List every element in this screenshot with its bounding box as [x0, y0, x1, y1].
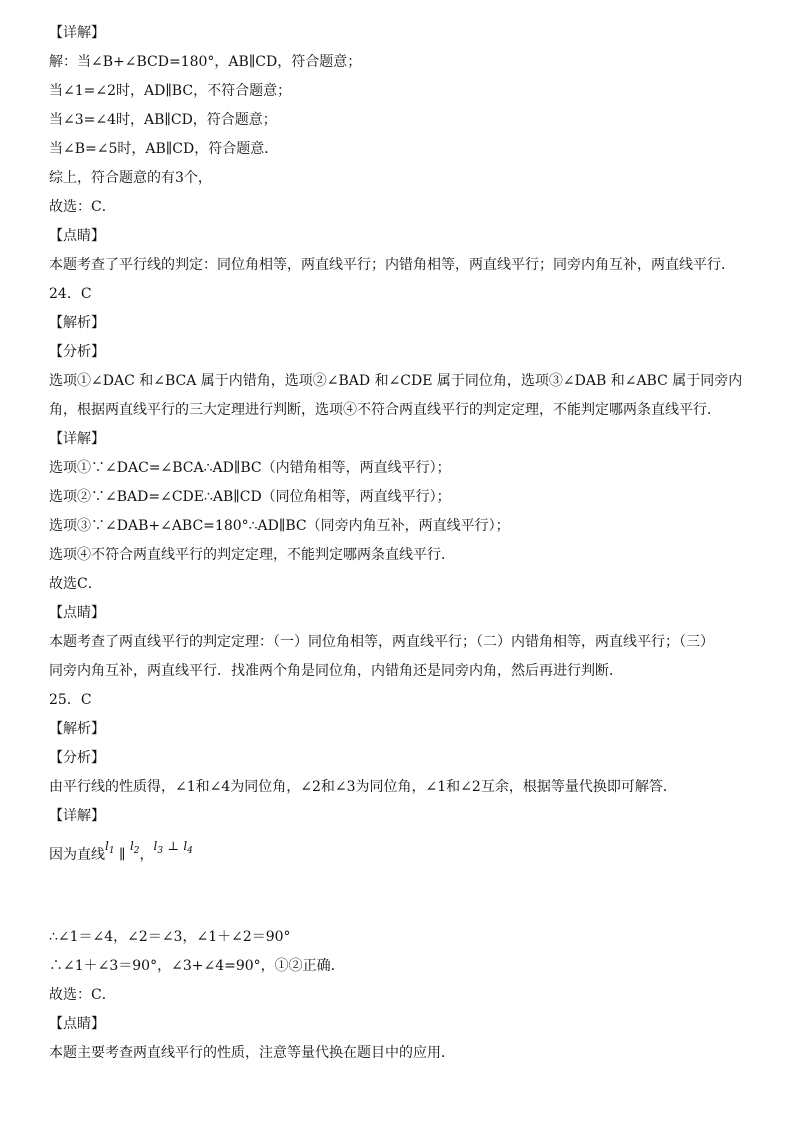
because-line — [49, 839, 760, 869]
line-l2: $l_2$ — [129, 839, 140, 856]
heading-comment: 【点睛】 — [49, 228, 105, 244]
comma: ， — [139, 847, 154, 863]
comment-text: 本题主要考查两直线平行的性质，注意等量代换在题目中的应用． — [49, 1045, 455, 1061]
heading-fenxi: 【分析】 — [49, 750, 105, 766]
text-line: ∴∠1＋∠3＝90°，∠3+∠4=90°，①②正确． — [49, 958, 345, 974]
text-line: 当∠3=∠4时，AB∥CD，符合题意； — [49, 112, 277, 128]
line-l4: $l_4$ — [183, 839, 193, 856]
text-line: 综上，符合题意的有3个， — [49, 170, 212, 186]
heading-analysis: 【解析】 — [49, 721, 105, 737]
line-l1: $l_1$ — [105, 839, 115, 856]
text-line: 选项④不符合两直线平行的判定定理，不能判定哪两条直线平行． — [49, 547, 455, 563]
text-line: 故选C． — [49, 576, 102, 592]
text-line: 解：当∠B+∠BCD=180°，AB∥CD，符合题意； — [49, 54, 362, 70]
perp-symbol: ⊥ — [167, 839, 179, 853]
comment-text: 本题考查了平行线的判定：同位角相等，两直线平行；内错角相等，两直线平行；同旁内角互补，两直线平行． — [49, 257, 735, 273]
text-line: ∴∠1＝∠4，∠2＝∠3，∠1＋∠2＝90° — [49, 929, 291, 945]
text-line: 角，根据两直线平行的三大定理进行判断，选项④不符合两直线平行的判定定理，不能判定哪两条直线平行． — [49, 402, 721, 418]
heading-detail: 【详解】 — [49, 431, 105, 447]
text-line: 选项①∵∠DAC=∠BCA∴AD∥BC（内错角相等，两直线平行）； — [49, 460, 451, 476]
heading-fenxi: 【分析】 — [49, 344, 105, 360]
text-line: 故选：C． — [49, 987, 116, 1003]
comment-text: 本题考查了两直线平行的判定定理：（一）同位角相等，两直线平行；（二）内错角相等，两直线平行；（三） — [49, 634, 714, 650]
text-line: 选项③∵∠DAB+∠ABC=180°∴AD∥BC（同旁内角互补，两直线平行）； — [49, 518, 510, 534]
answer-24: 24．C — [49, 286, 92, 302]
text-line: 选项②∵∠BAD=∠CDE∴AB∥CD（同位角相等，两直线平行）； — [49, 489, 451, 505]
heading-analysis: 【解析】 — [49, 315, 105, 331]
heading-detail: 【详解】 — [49, 25, 105, 41]
parallel-symbol: ∥ — [119, 847, 126, 863]
text-line: 选项①∠DAC 和∠BCA 属于内错角，选项②∠BAD 和∠CDE 属于同位角，选项③∠DAB 和∠ABC 属于同旁内 — [49, 373, 743, 389]
because-prefix: 因为直线 — [49, 847, 105, 863]
line-l3: $l_3$ — [153, 839, 164, 856]
heading-comment: 【点睛】 — [49, 1016, 105, 1032]
text-line: 故选：C． — [49, 199, 116, 215]
comment-text: 同旁内角互补，两直线平行．找准两个角是同位角，内错角还是同旁内角，然后再进行判断． — [49, 663, 623, 679]
heading-comment: 【点睛】 — [49, 605, 105, 621]
answer-25: 25．C — [49, 692, 92, 708]
heading-detail: 【详解】 — [49, 808, 105, 824]
text-line: 由平行线的性质得，∠1和∠4为同位角，∠2和∠3为同位角，∠1和∠2互余，根据等量代换即可解答． — [49, 779, 677, 795]
text-line: 当∠1=∠2时，AD∥BC，不符合题意； — [49, 83, 292, 99]
text-line: 当∠B=∠5时，AB∥CD，符合题意． — [49, 141, 279, 157]
